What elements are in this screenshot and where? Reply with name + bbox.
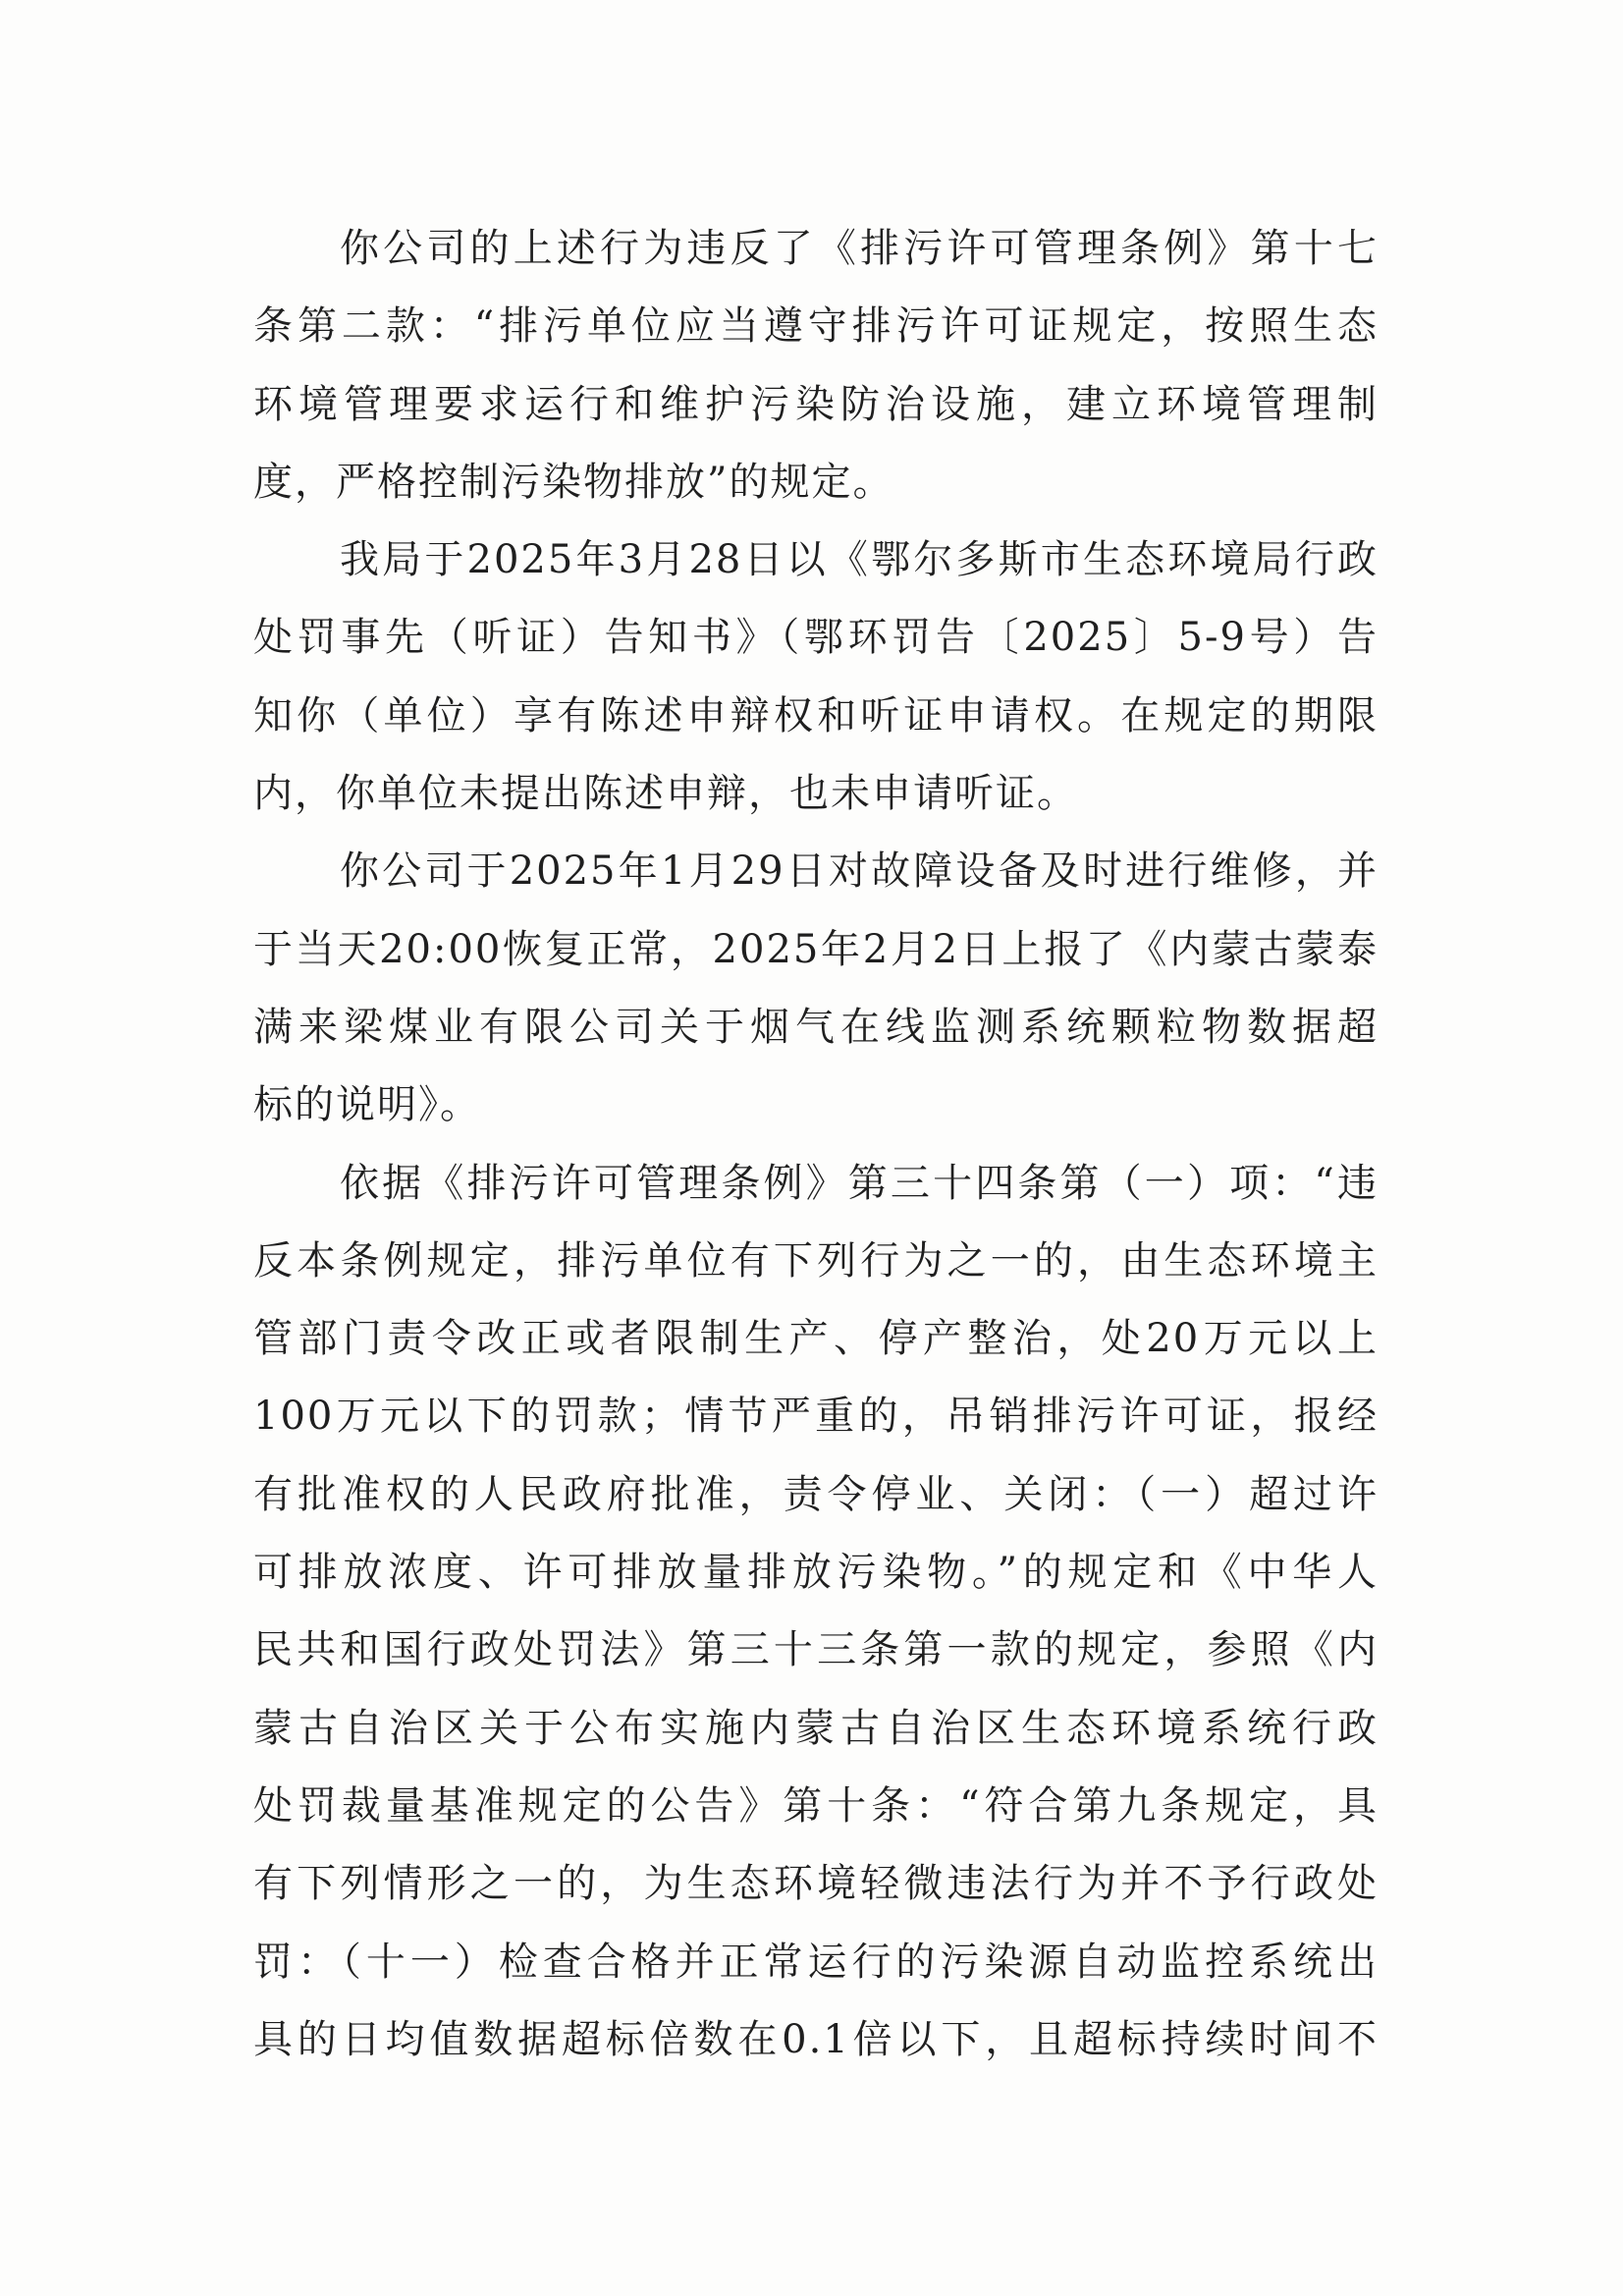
text-line: 有批准权的人民政府批准，责令停业、关闭：（一）超过许: [253, 1471, 1379, 1517]
text-line: 满来梁煤业有限公司关于烟气在线监测系统颗粒物数据超: [253, 1004, 1379, 1050]
text-line: 于当天20:00恢复正常，2025年2月2日上报了《内蒙古蒙泰: [253, 926, 1379, 972]
text-line: 有下列情形之一的，为生态环境轻微违法行为并不予行政处: [253, 1861, 1379, 1907]
text-line: 条第二款：“排污单位应当遵守排污许可证规定，按照生态: [253, 303, 1379, 350]
text-line: 蒙古自治区关于公布实施内蒙古自治区生态环境系统行政: [253, 1705, 1379, 1751]
text-line: 你公司的上述行为违反了《排污许可管理条例》第十七: [340, 226, 1379, 271]
text-line: 依据《排污许可管理条例》第三十四条第（一）项：“违: [340, 1160, 1379, 1206]
text-line: 内，你单位未提出陈述申辩，也未申请听证。: [253, 771, 1078, 817]
text-line: 我局于2025年3月28日以《鄂尔多斯市生态环境局行政: [340, 537, 1379, 583]
text-line: 具的日均值数据超标倍数在0.1倍以下，且超标持续时间不: [253, 2016, 1379, 2062]
text-line: 可排放浓度、许可排放量排放污染物。”的规定和《中华人: [253, 1550, 1379, 1596]
paragraph-legal-basis: [253, 1145, 1379, 2080]
text-line: 你公司于2025年1月29日对故障设备及时进行维修，并: [340, 848, 1379, 895]
text-line: 度，严格控制污染物排放”的规定。: [253, 459, 894, 505]
paragraph-notice: [253, 521, 1379, 833]
text-line: 环境管理要求运行和维护污染防治设施，建立环境管理制: [253, 381, 1379, 427]
text-line: 管部门责令改正或者限制生产、停产整治，处20万元以上: [253, 1316, 1379, 1362]
paragraph-repair: [253, 833, 1379, 1144]
text-line: 民共和国行政处罚法》第三十三条第一款的规定，参照《内: [253, 1627, 1379, 1673]
text-line: 反本条例规定，排污单位有下列行为之一的，由生态环境主: [253, 1237, 1379, 1284]
text-line: 知你（单位）享有陈述申辩权和听证申请权。在规定的期限: [253, 692, 1379, 738]
text-line: 处罚裁量基准规定的公告》第十条：“符合第九条规定，具: [253, 1782, 1379, 1829]
paragraph-violation: [253, 210, 1379, 521]
text-line: 100万元以下的罚款；情节严重的，吊销排污许可证，报经: [253, 1394, 1379, 1440]
text-line: 处罚事先（听证）告知书》（鄂环罚告〔2025〕5-9号）告: [253, 615, 1379, 661]
text-line: 罚：（十一）检查合格并正常运行的污染源自动监控系统出: [253, 1939, 1379, 1985]
document-body: [253, 210, 1379, 2079]
text-line: 标的说明》。: [253, 1082, 481, 1128]
